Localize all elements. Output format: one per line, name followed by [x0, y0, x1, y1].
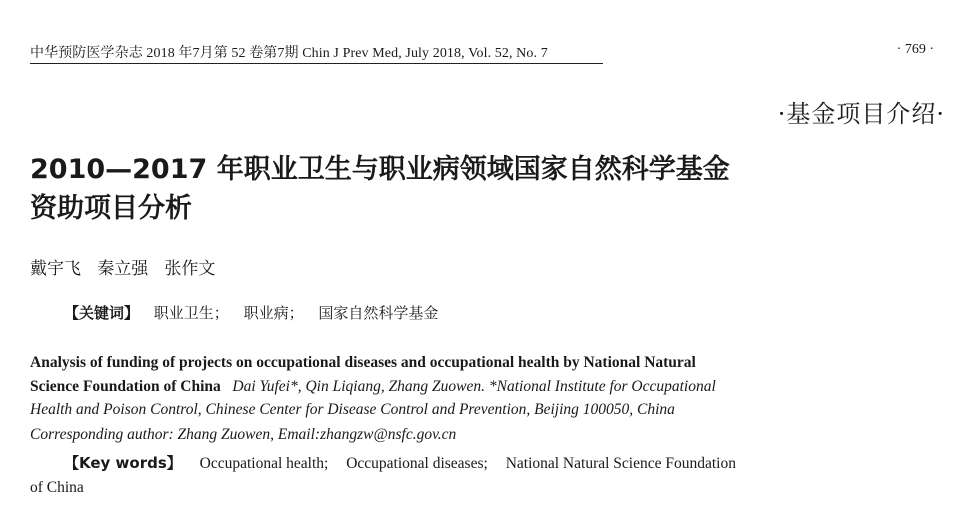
keywords-en-line-1	[30, 452, 770, 476]
keywords-en-continuation: of China	[30, 478, 84, 496]
keywords-en-label: 【Key words】	[64, 454, 182, 472]
keyword-cn: 职业病；	[243, 304, 304, 322]
keyword-en: National Natural Science Foundation	[505, 455, 736, 472]
keywords-cn	[64, 302, 438, 323]
english-title-end: Science Foundation of China	[30, 377, 221, 395]
affiliation-line-2: Health and Poison Control, Chinese Center for Disease Control and Prevention, Beijing 100050, China	[30, 401, 675, 418]
column-tag: ·基金项目介绍·	[777, 100, 945, 128]
article-title	[30, 150, 790, 228]
keywords-cn-label: 【关键词】	[64, 304, 140, 322]
page-number: · 769 ·	[896, 42, 934, 57]
corresponding-author: Corresponding author: Zhang Zuowen, Email:zhangzw@nsfc.gov.cn	[30, 426, 457, 443]
title-line-1: 2010—2017 年职业卫生与职业病领域国家自然科学基金	[30, 154, 730, 185]
journal-running-head: 中华预防医学杂志 2018 年7月第 52 卷第7期 Chin J Prev Med, July 2018, Vol. 52, No. 7	[30, 42, 603, 64]
english-abstract	[30, 351, 770, 422]
english-title-line-2	[30, 375, 770, 399]
keyword-en: Occupational health;	[199, 455, 329, 472]
title-line-2: 资助项目分析	[30, 193, 192, 224]
keywords-en	[30, 452, 770, 499]
english-authors: Dai Yufei*, Qin Liqiang, Zhang Zuowen.	[232, 377, 486, 395]
english-title-line-1: Analysis of funding of projects on occupational diseases and occupational health by National Natural	[30, 354, 696, 371]
author-list: 戴宇飞 秦立强 张作文	[30, 259, 216, 279]
keyword-cn: 国家自然科学基金	[318, 304, 439, 322]
affiliation-start: *National Institute for Occupational	[488, 377, 716, 395]
keyword-cn: 职业卫生；	[153, 304, 229, 322]
keyword-en: Occupational diseases;	[346, 455, 488, 472]
